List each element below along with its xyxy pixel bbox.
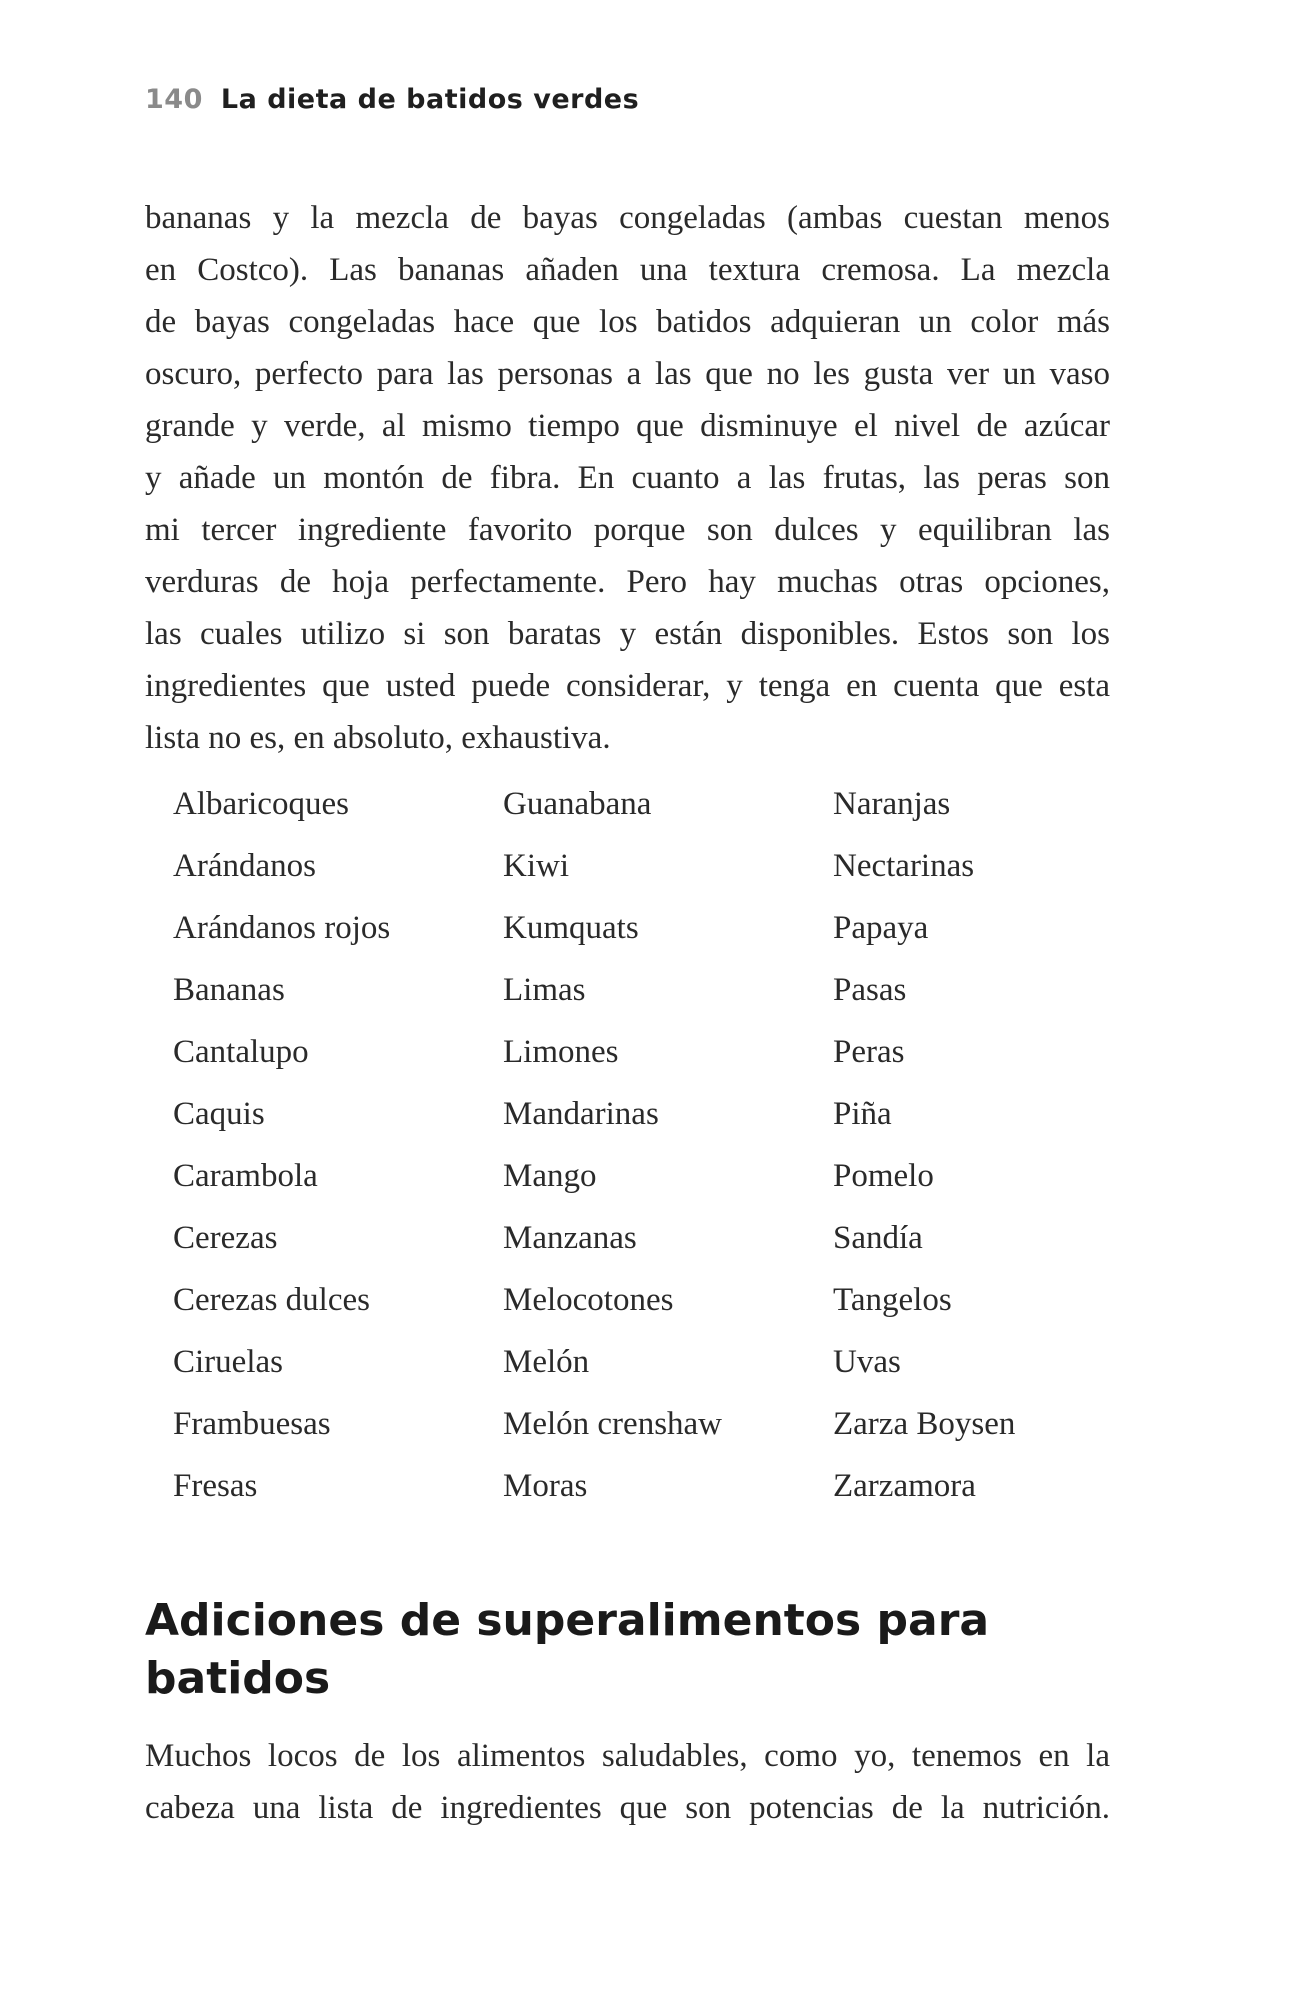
paragraph-line: en Costco). Las bananas añaden una textura cremosa. La mezcla [145,252,1110,288]
fruit-item: Pasas [833,972,907,1008]
page-number: 140 [145,84,203,115]
fruit-item: Kiwi [503,848,569,884]
fruit-item: Guanabana [503,786,652,822]
book-title: La dieta de batidos verdes [220,84,640,115]
fruit-item: Nectarinas [833,848,975,884]
fruit-list [173,778,1073,1518]
fruit-item: Sandía [833,1220,923,1256]
fruit-item: Zarza Boysen [833,1406,1016,1442]
fruit-item: Kumquats [503,910,639,946]
paragraph-line: y añade un montón de fibra. En cuanto a las frutas, las peras son [145,460,1110,496]
fruit-item: Bananas [173,972,285,1008]
paragraph-line: grande y verde, al mismo tiempo que disminuye el nivel de azúcar [145,408,1110,444]
fruit-item: Peras [833,1034,905,1070]
heading-line: batidos [145,1653,331,1704]
fruit-item: Mandarinas [503,1096,659,1132]
fruit-item: Cerezas dulces [173,1282,370,1318]
fruit-item: Mango [503,1158,597,1194]
fruit-item: Moras [503,1468,588,1504]
paragraph-line: ingredientes que usted puede considerar, y tenga en cuenta que esta [145,668,1110,704]
fruit-item: Limones [503,1034,619,1070]
fruit-item: Melón [503,1344,590,1380]
paragraph-line: mi tercer ingrediente favorito porque son dulces y equilibran las [145,512,1110,548]
fruit-item: Piña [833,1096,892,1132]
fruit-item: Zarzamora [833,1468,976,1504]
fruit-item: Arándanos [173,848,316,884]
paragraph-line: las cuales utilizo si son baratas y están disponibles. Estos son los [145,616,1110,652]
running-head [145,84,639,115]
fruit-item: Albaricoques [173,786,349,822]
intro-paragraph [145,192,1110,764]
section-paragraph [145,1730,1110,1834]
fruit-column [833,778,1153,1522]
fruit-item: Melón crenshaw [503,1406,723,1442]
fruit-item: Caquis [173,1096,265,1132]
fruit-column [173,778,493,1522]
fruit-item: Manzanas [503,1220,637,1256]
paragraph-line: de bayas congeladas hace que los batidos adquieran un color más [145,304,1110,340]
fruit-item: Melocotones [503,1282,674,1318]
paragraph-line: bananas y la mezcla de bayas congeladas (ambas cuestan menos [145,200,1110,236]
paragraph-line: cabeza una lista de ingredientes que son potencias de la nutrición. [145,1790,1110,1826]
fruit-item: Uvas [833,1344,901,1380]
fruit-item: Tangelos [833,1282,952,1318]
fruit-item: Ciruelas [173,1344,283,1380]
fruit-item: Cantalupo [173,1034,309,1070]
fruit-item: Papaya [833,910,929,946]
fruit-item: Frambuesas [173,1406,331,1442]
fruit-item: Arándanos rojos [173,910,391,946]
fruit-column [503,778,823,1522]
paragraph-line: verduras de hoja perfectamente. Pero hay muchas otras opciones, [145,564,1110,600]
fruit-item: Pomelo [833,1158,934,1194]
section-heading [145,1592,1105,1708]
fruit-item: Carambola [173,1158,318,1194]
fruit-item: Limas [503,972,586,1008]
fruit-item: Fresas [173,1468,258,1504]
heading-line: Adiciones de superalimentos para [145,1595,990,1646]
fruit-item: Naranjas [833,786,951,822]
paragraph-line: Muchos locos de los alimentos saludables, como yo, tenemos en la [145,1738,1110,1774]
paragraph-line: oscuro, perfecto para las personas a las que no les gusta ver un vaso [145,356,1110,392]
fruit-item: Cerezas [173,1220,278,1256]
paragraph-line: lista no es, en absoluto, exhaustiva. [145,720,611,756]
